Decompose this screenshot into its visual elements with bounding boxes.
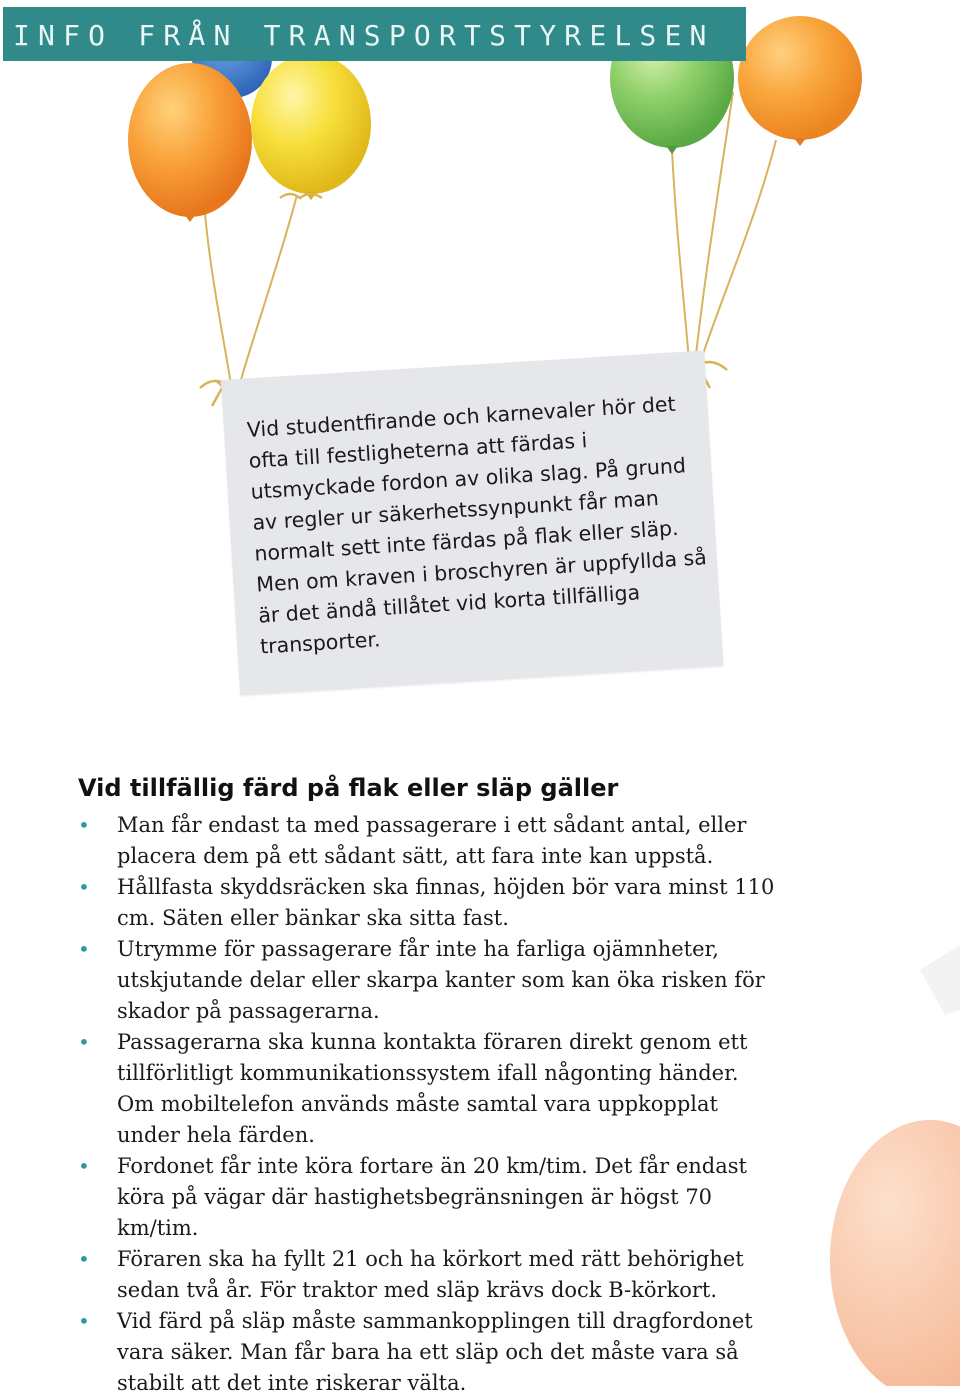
list-item-text: Passagerarna ska kunna kontakta föraren direkt genom ett tillförlitligt kommunikationssystem ifall någonting händer. Om mobiltelefon används måste samtal vara uppkopplat under hela färden. (117, 1030, 748, 1147)
bullet-icon: • (78, 875, 90, 899)
bullet-icon: • (78, 1030, 90, 1054)
list-item (78, 1306, 778, 1399)
list-item (78, 1244, 778, 1306)
list-item-text: Vid färd på släp måste sammankopplingen till dragfordonet vara säker. Man får bara ha ett släp och det måste vara så stabilt att det inte riskerar välta. (117, 1309, 753, 1395)
list-item-text: Fordonet får inte köra fortare än 20 km/tim. Det får endast köra på vägar där hastighetsbegränsningen är högst 70 km/tim. (117, 1154, 747, 1240)
orange-balloon-right (738, 16, 862, 140)
list-item (78, 934, 778, 1027)
header-title: INFO FRÅN TRANSPORTSTYRELSEN (13, 19, 715, 52)
bullet-icon: • (78, 813, 90, 837)
info-card-text: Vid studentfirande och karnevaler hör det ofta till festligheterna att färdas i utsmyckade fordon av olika slag. På grund av regler ur säkerhetssynpunkt får man normalt sett inte färdas på flak eller släp. Men om kraven i broschyren är uppfyllda så är det ändå tillåtet vid korta tillfälliga transporter. (246, 391, 708, 659)
bullet-icon: • (78, 1154, 90, 1178)
yellow-balloon (251, 54, 371, 194)
list-item (78, 1027, 778, 1151)
orange-balloon (128, 63, 252, 217)
list-item-text: Utrymme för passagerare får inte ha farliga ojämnheter, utskjutande delar eller skarpa kanter som kan öka risken för skador på passagerarna. (117, 937, 765, 1023)
bullet-icon: • (78, 1309, 90, 1333)
list-item-text: Man får endast ta med passagerare i ett sådant antal, eller placera dem på ett sådant sätt, att fara inte kan uppstå. (117, 813, 747, 868)
bullet-icon: • (78, 937, 90, 961)
bullet-icon: • (78, 1247, 90, 1271)
rules-list (78, 810, 778, 1399)
list-item (78, 872, 778, 934)
section-title: Vid tillfällig färd på flak eller släp gäller (78, 774, 619, 802)
peach-balloon (830, 1120, 960, 1386)
list-item (78, 1151, 778, 1244)
list-item-text: Föraren ska ha fyllt 21 och ha körkort med rätt behörighet sedan två år. För traktor med släp krävs dock B-körkort. (117, 1247, 744, 1302)
list-item-text: Hållfasta skyddsräcken ska finnas, höjden bör vara minst 110 cm. Säten eller bänkar ska sitta fast. (117, 875, 775, 930)
list-item (78, 810, 778, 872)
header-banner (3, 7, 746, 61)
